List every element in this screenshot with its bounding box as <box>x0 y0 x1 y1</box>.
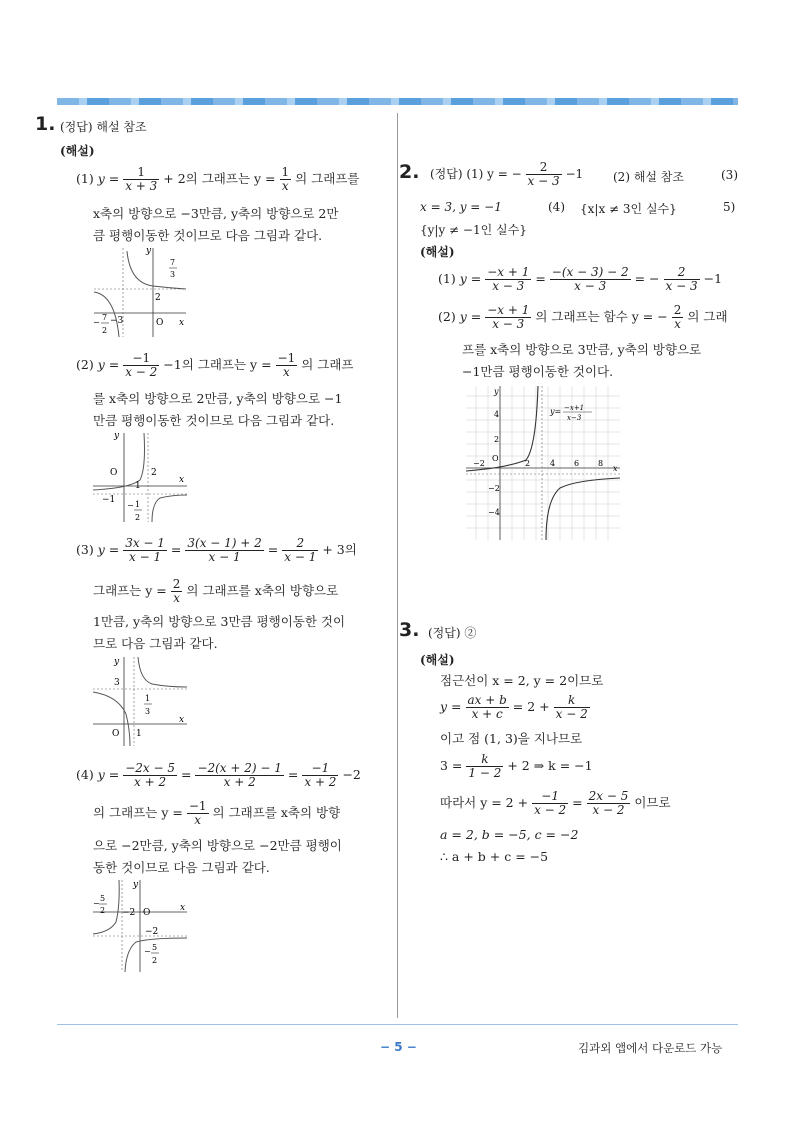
p1-s3-frac1 <box>123 537 167 564</box>
p1-s4-l2pre: 의 그래프는 y = <box>93 805 183 820</box>
p2-ans-b: −1 <box>565 167 584 181</box>
tick-third-den: 3 <box>145 707 151 716</box>
p3-l5-frac1 <box>532 790 568 817</box>
p3-line5 <box>440 790 671 817</box>
axis-y: y <box>114 431 120 441</box>
problem-2-number: 2. <box>399 161 420 183</box>
num: −1 <box>188 799 207 813</box>
p2-ans-a: (정답) (1) y = − <box>430 167 522 181</box>
den: x + 2 <box>195 775 283 789</box>
num: 2 <box>296 536 305 550</box>
axis-y: y <box>114 657 120 667</box>
problem-1-number: 1. <box>35 113 56 135</box>
num: k <box>481 752 489 766</box>
p2-s2-line1 <box>438 304 728 331</box>
den: x − 3 <box>550 279 631 293</box>
origin: O <box>110 468 118 478</box>
p2-s1-tag: (1) <box>438 271 456 286</box>
den: x − 3 <box>665 279 698 293</box>
den: x − 2 <box>555 707 588 721</box>
p1-s1-line3: 큼 평행이동한 것이므로 다음 그림과 같다. <box>93 228 323 243</box>
den: x − 1 <box>123 550 167 564</box>
den: x <box>672 317 684 331</box>
den: x + c <box>466 707 509 721</box>
p2-ans-d: (3) <box>721 168 738 182</box>
den: x − 2 <box>534 803 567 817</box>
p1-s4-line3: 으로 −2만큼, y축의 방향으로 −2만큼 평행이 <box>93 838 342 853</box>
p3-line1: 점근선이 x = 2, y = 2이므로 <box>440 673 604 688</box>
download-note: 김과외 앱에서 다운로드 가능 <box>578 1041 723 1055</box>
axis-x: x <box>179 318 185 328</box>
p1-s3-l2pre: 그래프는 y = <box>93 583 167 598</box>
xtick-m2: −2 <box>473 459 485 468</box>
den: x + 3 <box>125 179 158 193</box>
num: −x + 1 <box>487 265 530 279</box>
p2-s2-tag: (2) <box>438 309 456 324</box>
problem-3-answer: (정답) ② <box>428 626 477 640</box>
den: x − 2 <box>125 365 158 379</box>
tick-7over3-num: 7 <box>170 258 176 267</box>
p3-l4-frac <box>466 753 503 780</box>
p1-s3-eq2: = <box>267 542 279 557</box>
problem-1-solution-label: (해설) <box>60 144 95 158</box>
num: −1 <box>311 761 330 775</box>
problem-3-number: 3. <box>399 619 420 641</box>
p1-s4-l2post: 의 그래프를 x축의 방향 <box>212 805 341 820</box>
p1-s2-frac1 <box>123 352 159 379</box>
p1-s3-l2post: 의 그래프를 x축의 방향으로 <box>186 583 339 598</box>
xtick-6: 6 <box>574 459 580 468</box>
header-stripe <box>57 98 738 105</box>
tick-m52-x-num: 5 <box>100 894 106 903</box>
tick-7over3-den: 3 <box>170 270 176 279</box>
column-divider <box>397 113 398 1018</box>
num: 1 <box>281 165 290 179</box>
p2-ans-l2d: 5) <box>723 200 736 214</box>
ytick-m2: −2 <box>488 484 500 493</box>
p2-s1-frac3 <box>664 266 700 293</box>
p3-l2-mid: = 2 + <box>512 699 550 714</box>
p1-s3-line2 <box>93 578 338 605</box>
p2-s1-line1 <box>438 266 722 293</box>
p1-s4-eq2: = <box>287 767 299 782</box>
p2-ans-frac <box>526 161 562 188</box>
num: −(x − 3) − 2 <box>551 265 629 279</box>
p1-s2-line3: 만큼 평행이동한 것이므로 다음 그림과 같다. <box>93 413 335 428</box>
p3-line4 <box>440 753 593 780</box>
p3-l2-frac1 <box>466 694 509 721</box>
p1-s1-post: 의 그래프를 <box>295 171 360 186</box>
axis-x: x <box>180 903 186 913</box>
curve-label-pre: y= <box>550 407 562 416</box>
p1-s3-l2frac <box>171 578 183 605</box>
p3-l4-pre: 3 = <box>440 758 463 773</box>
p3-l5-pre: 따라서 y = 2 + <box>440 795 529 810</box>
num: −x + 1 <box>487 303 530 317</box>
num: 2 <box>673 303 682 317</box>
p1-s1-graph <box>90 243 190 341</box>
tick-minus-x: − <box>93 899 100 908</box>
p1-s1-tag: (1) <box>76 171 94 186</box>
num: 3(x − 1) + 2 <box>187 536 262 550</box>
curve-label-den: x−3 <box>567 414 582 422</box>
p3-l4-post: + 2 ⇒ k = −1 <box>507 758 593 773</box>
tick-m2-x: −2 <box>122 908 136 918</box>
p1-s4-frac2 <box>195 762 283 789</box>
den: x + 2 <box>304 775 337 789</box>
curve-label-num: −x+1 <box>564 404 585 412</box>
p1-s4-line1 <box>76 762 361 789</box>
problem-1-answer: (정답) 해설 참조 <box>60 120 147 134</box>
tick-m7over2-den: 2 <box>102 326 108 335</box>
p2-ans-l3: {y|y ≠ −1인 실수} <box>420 223 527 237</box>
footer-line <box>57 1024 738 1025</box>
p1-s3-line4: 므로 다음 그림과 같다. <box>93 636 218 651</box>
tick-minus: − <box>127 501 134 510</box>
p1-s4-tag: (4) <box>76 767 94 782</box>
xtick-2: 2 <box>525 459 531 468</box>
p3-l5-frac2 <box>587 790 631 817</box>
p2-s1-frac1 <box>485 266 531 293</box>
ytick-4: 4 <box>494 410 500 419</box>
num: −2x − 5 <box>125 761 175 775</box>
tick-1: 1 <box>136 729 142 739</box>
den: x − 1 <box>185 550 263 564</box>
p1-s3-frac2 <box>185 537 263 564</box>
p1-s2-mid: −1의 그래프는 y = <box>163 357 272 372</box>
num: 2 <box>677 265 686 279</box>
p2-ans-l2c: {x|x ≠ 3인 실수} <box>580 202 677 216</box>
origin: O <box>112 729 120 739</box>
axis-y: y <box>133 880 139 890</box>
p1-s4-line2 <box>93 800 340 827</box>
p3-l5-eq: = <box>572 795 583 810</box>
xtick-4: 4 <box>550 459 556 468</box>
p1-s2-line1 <box>76 352 354 379</box>
tick-2: 2 <box>151 468 157 478</box>
p2-ans-l2b: (4) <box>548 200 565 214</box>
axis-x: x <box>613 464 618 473</box>
p2-s2-line2: 프를 x축의 방향으로 3만큼, y축의 방향으로 <box>462 342 702 357</box>
axis-y: y <box>146 246 152 256</box>
problem-2-answer-line1 <box>430 161 583 188</box>
p1-s3-eq1: = <box>170 542 182 557</box>
page-number: − 5 − <box>380 1040 417 1054</box>
tick-m52-y-den: 2 <box>152 956 158 965</box>
den: x <box>171 591 183 605</box>
ytick-m4: −4 <box>488 508 500 517</box>
p3-l5-post: 이므로 <box>634 795 671 810</box>
p2-s2-frac1 <box>485 304 531 331</box>
p1-s3-graph <box>90 652 190 750</box>
num: −1 <box>132 351 151 365</box>
den: x − 1 <box>284 550 317 564</box>
den: 1 − 2 <box>468 766 502 780</box>
den: x − 2 <box>587 803 631 817</box>
p1-s3-line3: 1만큼, y축의 방향으로 3만큼 평행이동한 것이 <box>93 614 346 629</box>
num: ax + b <box>467 693 507 707</box>
p1-s2-frac2 <box>276 352 298 379</box>
tick-3: 3 <box>114 678 120 688</box>
p2-s2-pre: y = <box>459 309 482 324</box>
p1-s2-line2: 를 x축의 방향으로 2만큼, y축의 방향으로 −1 <box>93 391 343 406</box>
den: x − 3 <box>527 174 560 188</box>
p2-s2-post: 의 그래 <box>687 309 728 324</box>
origin: O <box>143 908 151 918</box>
p2-s1-eq2: = − <box>634 271 660 286</box>
p3-l2-pre: y = <box>440 699 462 714</box>
tick-m52-x-den: 2 <box>100 906 106 915</box>
tick-2: 2 <box>155 293 161 303</box>
p2-s1-frac2 <box>550 266 631 293</box>
p2-s1-pre: y = <box>459 271 482 286</box>
p2-s2-line3: −1만큼 평행이동한 것이다. <box>462 364 614 379</box>
p2-ans-c: (2) 해설 참조 <box>613 170 684 184</box>
tick-m7over2-num: 7 <box>102 313 108 322</box>
p1-s1-line2: x축의 방향으로 −3만큼, y축의 방향으로 2만 <box>93 206 339 221</box>
p3-line6: a = 2, b = −5, c = −2 <box>440 827 579 842</box>
den: x <box>276 365 298 379</box>
p1-s1-pre: y = <box>97 171 120 186</box>
p1-s4-frac1 <box>123 762 177 789</box>
tick-half-num: 1 <box>135 500 141 509</box>
tick-m2-y: −2 <box>145 927 159 937</box>
den: x − 3 <box>485 317 531 331</box>
problem-3-solution-label: (해설) <box>420 653 455 667</box>
num: 2 <box>172 577 181 591</box>
origin: O <box>492 454 499 463</box>
tick-m52-y-num: 5 <box>152 943 158 952</box>
p3-line7: ∴ a + b + c = −5 <box>440 849 549 864</box>
den: x + 2 <box>123 775 177 789</box>
p1-s4-pre: y = <box>97 767 120 782</box>
num: 3x − 1 <box>125 536 165 550</box>
ytick-2: 2 <box>494 435 500 444</box>
p3-l2-frac2 <box>554 694 590 721</box>
p1-s1-frac1 <box>123 166 159 193</box>
p2-graph <box>466 386 620 540</box>
p1-s4-graph <box>90 876 190 976</box>
p2-s2-mid: 의 그래프는 함수 y = − <box>535 309 668 324</box>
xtick-8: 8 <box>598 459 604 468</box>
axis-x: x <box>179 475 185 485</box>
p1-s3-pre: y = <box>97 542 120 557</box>
p1-s2-tag: (2) <box>76 357 94 372</box>
num: 1 <box>137 165 146 179</box>
p1-s2-post: 의 그래프 <box>301 357 354 372</box>
p1-s1-line1 <box>76 166 359 193</box>
origin: O <box>156 318 164 328</box>
p1-s3-frac3 <box>282 537 318 564</box>
p1-s3-post: + 3의 <box>322 542 357 557</box>
tick-minus: − <box>93 318 100 327</box>
axis-y: y <box>494 387 499 396</box>
p1-s4-eq1: = <box>180 767 192 782</box>
problem-2-solution-label: (해설) <box>420 245 455 259</box>
den: x <box>187 813 209 827</box>
p1-s3-line1 <box>76 537 357 564</box>
tick-m3: −3 <box>110 316 124 326</box>
num: −2(x + 2) − 1 <box>197 761 282 775</box>
p3-line3: 이고 점 (1, 3)을 지나므로 <box>440 731 583 746</box>
tick-minus-y: − <box>144 947 151 956</box>
tick-m1: −1 <box>102 495 116 505</box>
tick-third-num: 1 <box>145 694 151 703</box>
p2-ans-l2a: x = 3, y = −1 <box>420 200 502 214</box>
num: k <box>568 693 576 707</box>
den: x − 3 <box>485 279 531 293</box>
p1-s3-tag: (3) <box>76 542 94 557</box>
p2-s2-frac2 <box>672 304 684 331</box>
p2-s1-eq1: = <box>535 271 546 286</box>
tick-half-den: 2 <box>135 513 141 522</box>
den: x <box>280 179 292 193</box>
p1-s4-l2frac <box>187 800 209 827</box>
num: 2x − 5 <box>588 789 629 803</box>
p1-s4-post: −2 <box>342 767 361 782</box>
axis-x: x <box>179 715 185 725</box>
p3-line2 <box>440 694 590 721</box>
num: −1 <box>541 789 559 803</box>
p1-s4-frac3 <box>302 762 338 789</box>
p1-s1-mid: + 2의 그래프는 y = <box>163 171 276 186</box>
num: −1 <box>277 351 296 365</box>
p1-s1-frac2 <box>280 166 292 193</box>
num: 2 <box>539 160 548 174</box>
p1-s2-graph <box>90 428 190 526</box>
p2-s1-post: −1 <box>703 271 723 286</box>
p1-s2-pre: y = <box>97 357 120 372</box>
p1-s4-line4: 동한 것이므로 다음 그림과 같다. <box>93 860 270 875</box>
tick-1: 1 <box>135 481 141 491</box>
